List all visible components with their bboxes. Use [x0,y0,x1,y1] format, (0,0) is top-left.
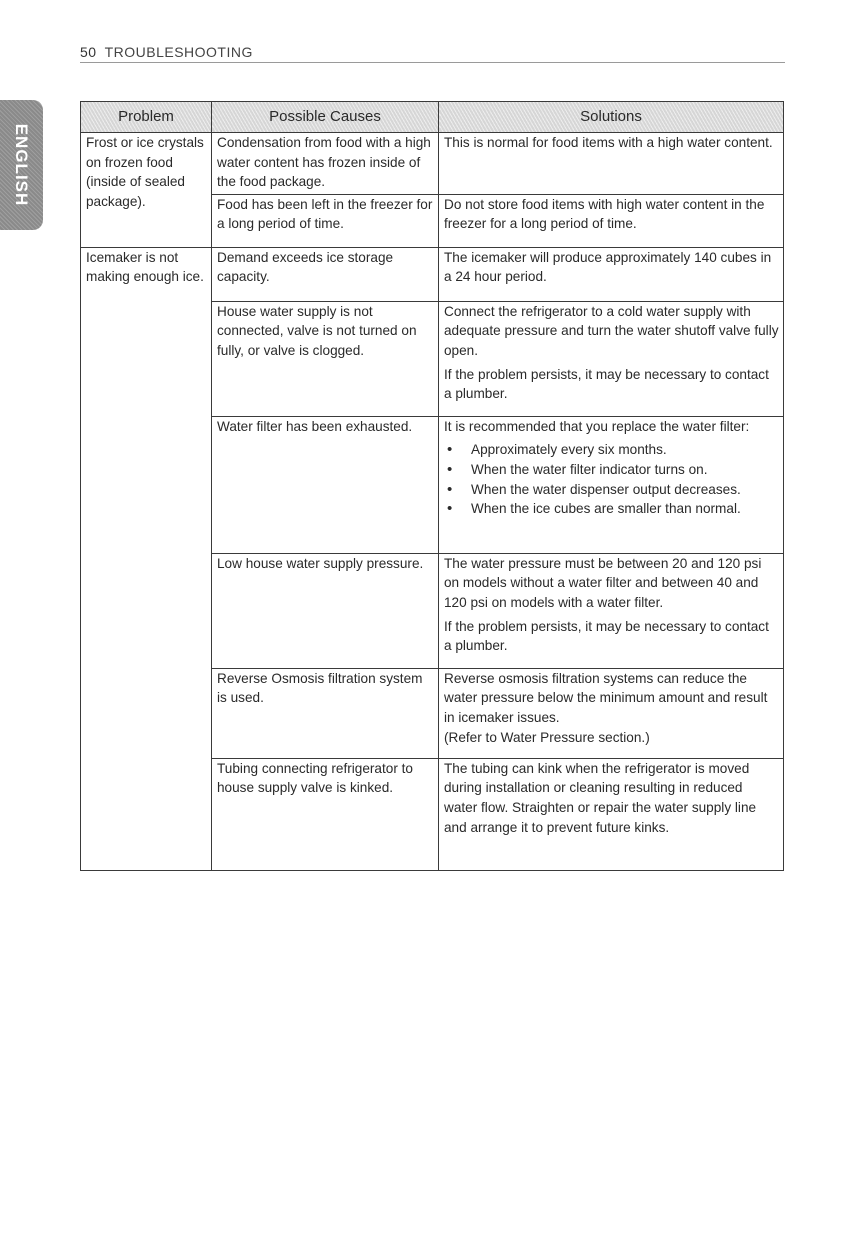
solution-note: (Refer to Water Pressure section.) [444,729,650,745]
solution-text: The icemaker will produce approximately 140 cubes in a 24 hour period. [444,249,772,285]
page-number: 50 [80,44,97,60]
cause-text: Tubing connecting refrigerator to house supply valve is kinked. [217,760,413,796]
table-header-row [81,102,784,133]
solution-cell [439,553,784,668]
page-header [80,44,785,63]
list-item: • Approximately every six months. [444,440,779,460]
solution-cell [439,133,784,195]
list-item: • When the water dispenser output decreases. [444,480,779,500]
table-row [81,247,784,301]
problem-cell [81,133,212,248]
cause-cell [212,133,439,195]
cause-text: Food has been left in the freezer for a long period of time. [217,196,433,232]
solution-cell [439,416,784,553]
solution-note: If the problem persists, it may be necessary to contact a plumber. [444,618,769,654]
solution-text: Connect the refrigerator to a cold water supply with adequate pressure and turn the water shutoff valve fully open. [444,303,779,358]
cause-text: Demand exceeds ice storage capacity. [217,249,394,285]
cause-cell [212,301,439,416]
solution-text: Do not store food items with high water content in the freezer for a long period of time. [444,196,765,232]
solution-cell [439,194,784,247]
cause-cell [212,553,439,668]
cause-text: Condensation from food with a high water content has frozen inside of the food package. [217,135,431,190]
cause-cell [212,758,439,870]
cause-text: Low house water supply pressure. [217,555,424,571]
cause-cell [212,247,439,301]
solution-cell [439,758,784,870]
solution-cell [439,247,784,301]
bullet-list [444,440,779,518]
language-tab-label: ENGLISH [12,123,31,207]
cause-text: House water supply is not connected, valve is not turned on fully, or valve is clogged. [217,303,417,358]
problem-text: Frost or ice crystals on frozen food (inside of sealed package). [86,135,204,209]
table-row [81,133,784,195]
solution-text: It is recommended that you replace the water filter: [444,418,750,434]
solution-note: If the problem persists, it may be necessary to contact a plumber. [444,366,769,402]
solution-cell [439,668,784,758]
solution-text: This is normal for food items with a high water content. [444,135,773,150]
cause-cell [212,416,439,553]
solution-cell [439,301,784,416]
problem-text: Icemaker is not making enough ice. [86,249,204,285]
section-title: TROUBLESHOOTING [104,44,253,60]
cause-cell [212,194,439,247]
cause-text: Reverse Osmosis filtration system is used. [217,670,423,706]
cause-text: Water filter has been exhausted. [217,418,413,434]
column-header-problem: Problem [81,102,212,133]
column-header-possible-causes: Possible Causes [212,102,439,133]
column-header-solutions: Solutions [439,102,784,133]
cause-cell [212,668,439,758]
troubleshooting-table [80,101,784,871]
solution-text: The water pressure must be between 20 and 120 psi on models without a water filter and between 40 and 120 psi on models with a water filter. [444,555,762,610]
problem-cell [81,247,212,870]
list-item: • When the ice cubes are smaller than normal. [444,499,779,519]
list-item: • When the water filter indicator turns on. [444,460,779,480]
solution-text: Reverse osmosis filtration systems can reduce the water pressure below the minimum amount and result in icemaker issues. [444,670,768,725]
solution-text: The tubing can kink when the refrigerator is moved during installation or cleaning resulting in reduced water flow. Straighten or repair the water supply line and arrange it to prevent future kinks. [444,760,757,835]
